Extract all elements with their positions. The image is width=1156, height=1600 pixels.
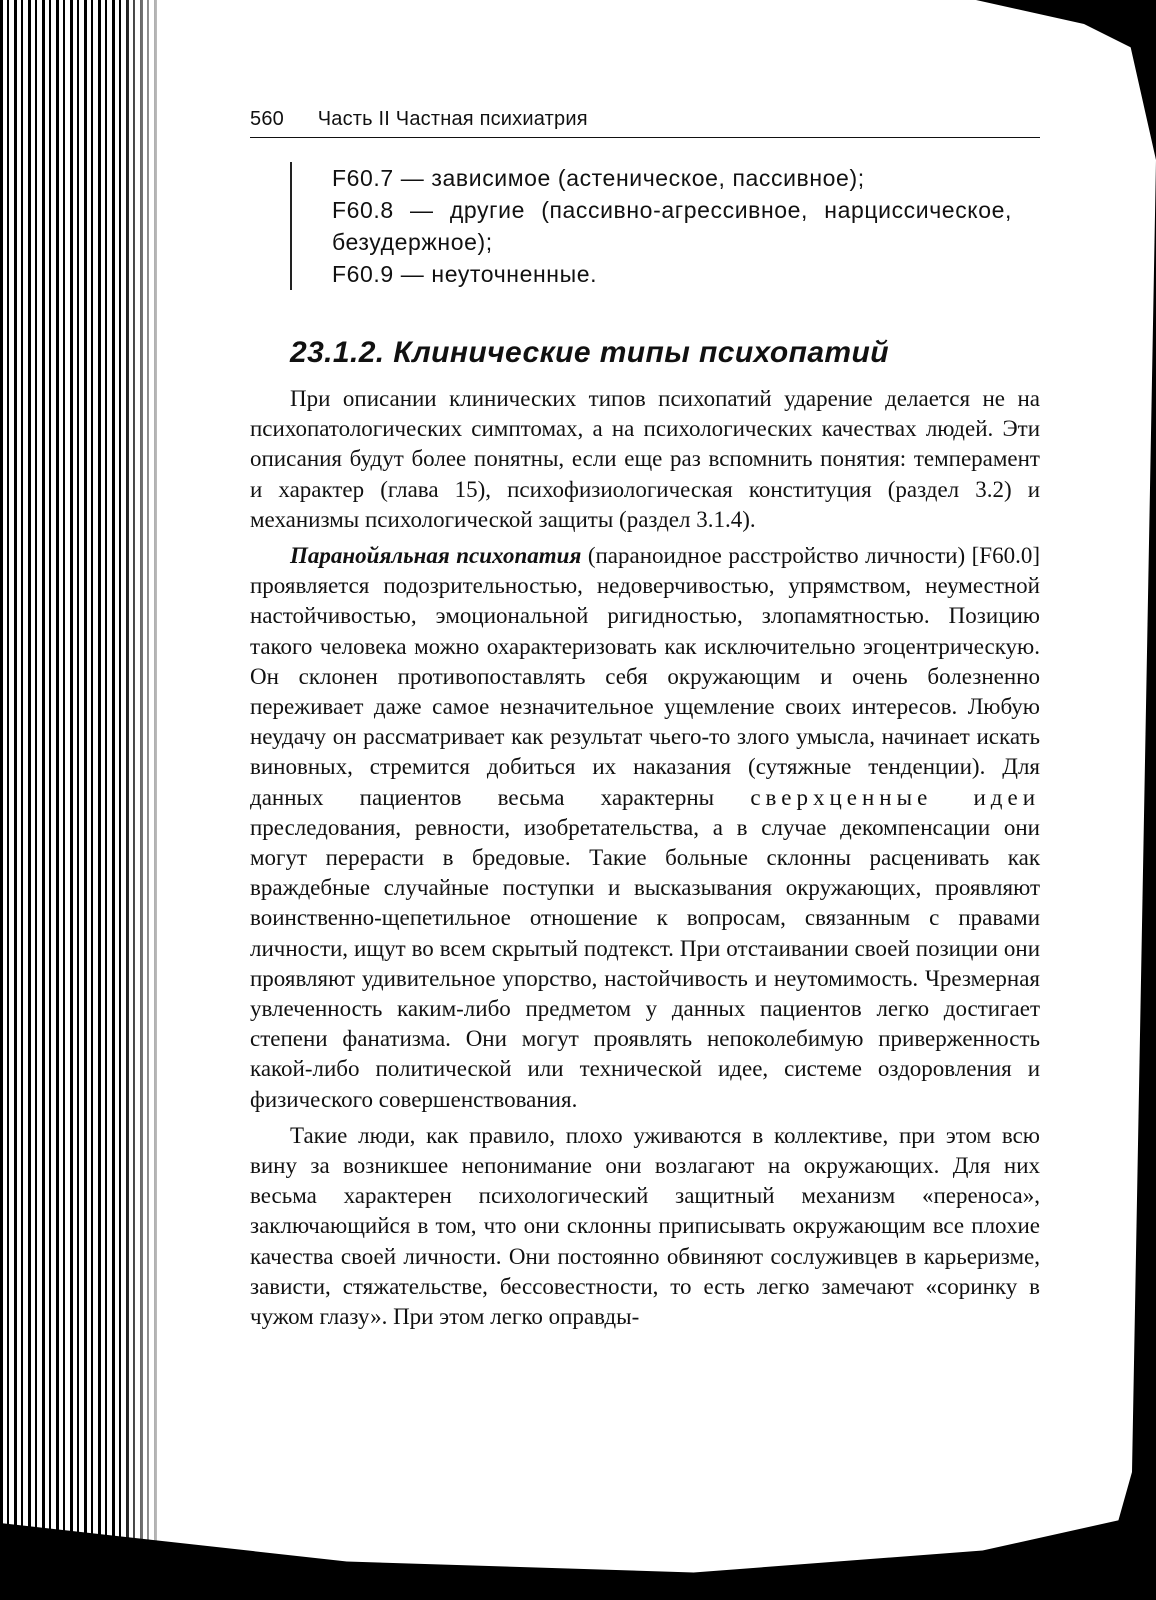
paragraph-intro: При описании клинических типов психопатий ударение делается не на психопатологических симптомах, а на психологических качествах людей. Эти описания будут более понятны, если еще раз вспомнить понятия: темперамент и характер (глава 15), психофизиологическая конституция (раздел 3.2) и механизмы психологической защиты (раздел 3.1.4). — [250, 386, 1040, 532]
icd-code-list — [290, 162, 1012, 290]
icd-code-item: F60.9 — неуточненные. — [332, 261, 598, 287]
scan-shadow-right — [1096, 0, 1156, 1600]
paragraph-paranoid-text-1: (параноидное расстройство личности) [F60.0] проявляется подозрительностью, недоверчивостью, упрямством, неуместной настойчивостью, эмоциональной ригидностью, злопамятностью. Позицию такого человека можно охарактеризовать как исключительно эгоцентрическую. Он склонен противопоставлять себя окружающим и очень болезненно переживает даже самое незначительное ущемление своих интересов. Любую неудачу он рассматривает как результат чьего-то злого умысла, начинает искать виновных, стремится добиться их наказания (сутяжные тенденции). Для данных пациентов весьма характерны — [250, 543, 1040, 810]
body-text — [250, 384, 1040, 1332]
paragraph-paranoid-text-2: преследования, ревности, изобретательства, а в случае декомпенсации они могут перерасти в бредовые. Такие больные склонны расценивать как враждебные случайные поступки и высказывания окружающих, проявляют воинственно-щепетильное отношение к вопросам, связанным с правами личности, ищут во всем скрытый подтекст. При отстаивании своей позиции они проявляют удивительное упорство, настойчивость и неутомимость. Чрезмерная увлеченность каким-либо предметом у данных пациентов легко достигает степени фанатизма. Они могут проявлять непоколебимую приверженность какой-либо политической или технической идее, системе оздоровления и физического совершенствования. — [250, 814, 1040, 1112]
section-title: 23.1.2. Клинические типы психопатий — [290, 336, 889, 369]
paragraph-transference: Такие люди, как правило, плохо уживаются в коллективе, при этом всю вину за возникшее непонимание они возлагают на окружающих. Для них весьма характерен психологический защитный механизм «переноса», заключающийся в том, что они склонны приписывать окружающим все плохие качества своей личности. Они постоянно обвиняют сослуживцев в карьеризме, зависти, стяжательстве, бессовестности, то есть легко замечают «соринку в чужом глазу». При этом легко оправды- — [250, 1122, 1040, 1330]
icd-code-item: F60.8 — другие (пассивно-агрессивное, нарциссическое, безудержное); — [332, 197, 1012, 255]
term-paranoid-psychopathy: Паранойяльная психопатия — [290, 543, 582, 569]
running-head — [250, 108, 1040, 138]
running-head-title: Часть II Частная психиатрия — [317, 108, 588, 130]
page-number: 560 — [250, 108, 284, 130]
page-content — [250, 108, 1050, 1338]
icd-code-item: F60.7 — зависимое (астеническое, пассивное); — [332, 165, 865, 191]
paragraph-paranoid — [250, 541, 1040, 1115]
page-edge-fade — [120, 0, 170, 1600]
spaced-emphasis: сверхценные идеи — [750, 784, 1041, 810]
scan-shadow-bottom — [0, 1490, 1156, 1600]
